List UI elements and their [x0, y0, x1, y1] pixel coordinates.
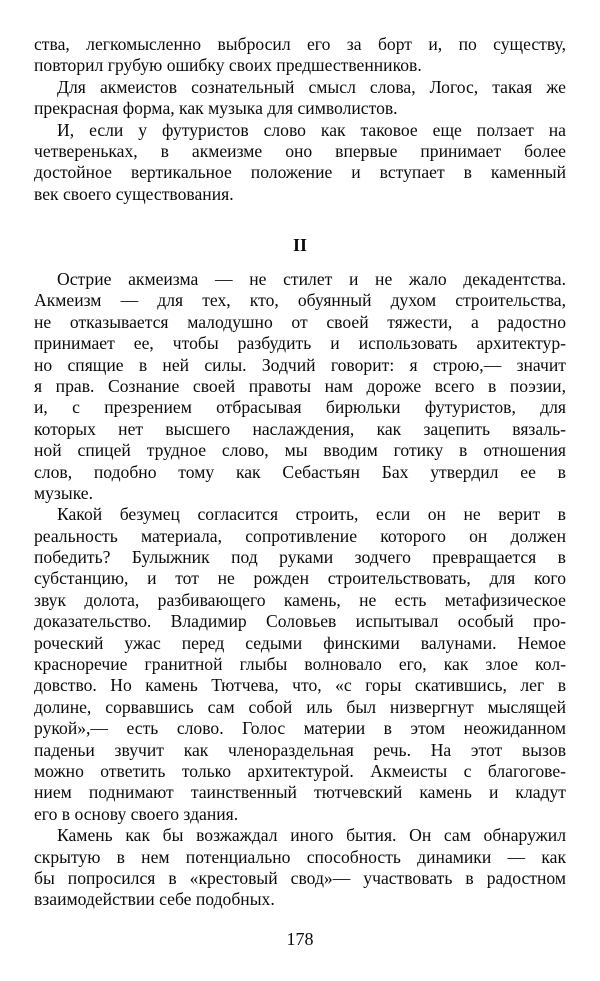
- text-line: Камень как бы возжаждал иного бытия. Он сам обнаружил: [57, 825, 566, 846]
- text-line: красноречие гранитной глыбы волновало его, как злое кол-: [34, 654, 566, 675]
- text-line: слов, подобно тому как Себастьян Бах утвердил ее в: [34, 461, 566, 482]
- text-line: не отказывается малодушно от своей тяжести, а радостно: [34, 311, 566, 332]
- text-line: принимает ее, чтобы разбудить и использовать архитектур-: [34, 333, 566, 354]
- text-line: его в основу своего здания.: [34, 803, 239, 824]
- text-line: музыке.: [34, 482, 94, 503]
- text-line: субстанцию, и тот не рожден строительствовать, для кого: [34, 568, 566, 589]
- text-block-main: [34, 269, 566, 911]
- text-block-intro: [34, 34, 566, 205]
- text-line: ства, легкомысленно выбросил его за борт и, по существу,: [34, 34, 566, 54]
- text-line: довство. Но камень Тютчева, что, «с горы скатившись, лег в: [34, 675, 566, 696]
- text-line: доказательство. Владимир Соловьев испытывал особый про-: [34, 611, 566, 632]
- text-line: рукой»,— есть слово. Голос материи в этом неожиданном: [34, 718, 566, 739]
- text-line: достойное вертикальное положение и вступает в каменный: [34, 162, 566, 183]
- text-line: ной спицей трудное слово, мы вводим готику в отношения: [34, 440, 566, 461]
- text-line: роческий ужас перед седыми финскими валунами. Немое: [34, 632, 566, 653]
- text-line: Острие акмеизма — не стилет и не жало декадентства.: [57, 269, 566, 289]
- text-line: скрытую в нем потенциально способность динамики — как: [34, 846, 566, 867]
- page-number: 178: [286, 929, 314, 949]
- text-line: Акмеизм — для тех, кто, обуянный духом строительства,: [34, 290, 566, 311]
- text-line: век своего существования.: [34, 183, 234, 204]
- section-heading: II: [292, 235, 307, 255]
- text-line: прекрасная форма, как музыка для символистов.: [34, 98, 398, 119]
- text-line: И, если у футуристов слово как таковое еще ползает на: [57, 119, 566, 140]
- text-line: и, с презрением отбрасывая бирюльки футуристов, для: [34, 397, 566, 418]
- text-line: можно ответить только архитектурой. Акмеисты с благогове-: [34, 760, 566, 781]
- text-line: но спящие в ней силы. Зодчий говорит: я строю,— значит: [34, 354, 566, 375]
- text-line: паденьи звучит как членораздельная речь. На этот вызов: [34, 739, 566, 760]
- text-line: взаимодействии себе подобных.: [34, 889, 275, 910]
- text-line: победить? Булыжник под руками зодчего превращается в: [34, 547, 566, 568]
- text-line: которых нет высшего наслаждения, как зацепить вязаль-: [34, 418, 566, 439]
- text-line: нием поднимают таинственный тютчевский камень и кладут: [34, 782, 566, 803]
- text-line: Какой безумец согласится строить, если он не верит в: [57, 504, 566, 525]
- text-line: четвереньках, в акмеизме оно впервые принимает более: [34, 140, 566, 161]
- text-line: я прав. Сознание своей правоты нам дороже всего в поэзии,: [34, 375, 566, 396]
- text-line: долине, сорвавшись сам собой иль был низвергнут мыслящей: [34, 696, 566, 717]
- text-line: повторил грубую ошибку своих предшественников.: [34, 55, 422, 76]
- text-line: бы попросился в «крестовый свод»— участвовать в радостном: [34, 867, 566, 888]
- text-line: звук долота, разбивающего камень, не есть метафизическое: [34, 589, 566, 610]
- text-line: реальность материала, сопротивление которого он должен: [34, 525, 566, 546]
- text-line: Для акмеистов сознательный смысл слова, Логос, такая же: [57, 76, 566, 97]
